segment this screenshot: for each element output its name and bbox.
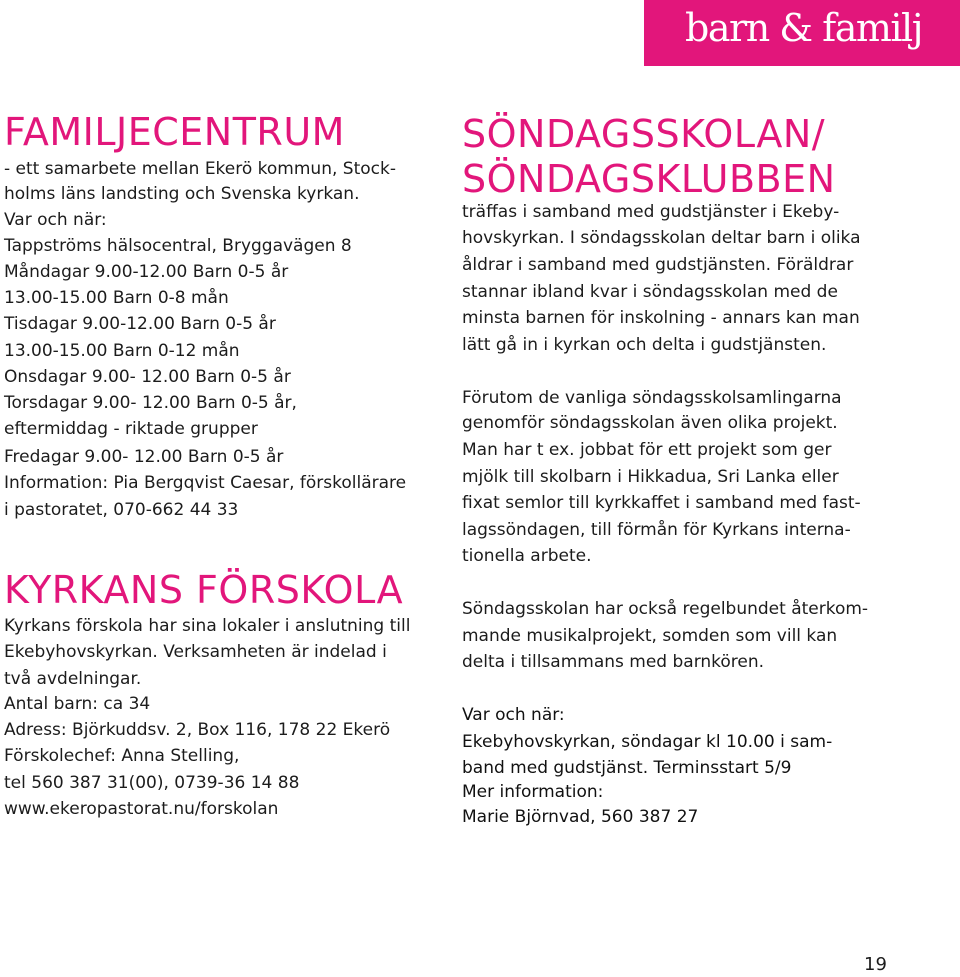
text-line: eftermiddag - riktade grupper — [4, 419, 258, 439]
text-line: Mer information: — [462, 782, 604, 802]
text-line: Måndagar 9.00-12.00 Barn 0-5 år — [4, 262, 289, 282]
page-number: 19 — [864, 954, 887, 975]
text-line: Tappströms hälsocentral, Bryggavägen 8 — [4, 236, 352, 256]
text-line: Ekebyhovskyrkan. Verksamheten är indelad i — [4, 642, 387, 662]
text-line: lätt gå in i kyrkan och delta i gudstjänsten. — [462, 335, 827, 355]
text-line: Var och när: — [4, 210, 107, 230]
text-line: Kyrkans förskola har sina lokaler i anslutning till — [4, 616, 411, 636]
text-line: fixat semlor till kyrkkaffet i samband med fast- — [462, 493, 861, 513]
right-column — [462, 0, 954, 976]
sondagsskolan-heading-line2: SÖNDAGSKLUBBEN — [462, 157, 836, 201]
left-column — [4, 0, 444, 976]
text-line: 13.00-15.00 Barn 0-8 mån — [4, 288, 229, 308]
text-line: - ett samarbete mellan Ekerö kommun, Stock- — [4, 159, 396, 179]
text-line: genomför söndagsskolan även olika projekt. — [462, 413, 838, 433]
text-line: Söndagsskolan har också regelbundet återkom- — [462, 599, 869, 619]
text-line: mjölk till skolbarn i Hikkadua, Sri Lanka eller — [462, 467, 839, 487]
text-line: Var och när: — [462, 705, 565, 725]
text-line: lagssöndagen, till förmån för Kyrkans interna- — [462, 520, 851, 540]
text-line: stannar ibland kvar i söndagsskolan med de — [462, 282, 838, 302]
forskola-heading: KYRKANS FÖRSKOLA — [4, 568, 404, 612]
text-line: åldrar i samband med gudstjänsten. Föräldrar — [462, 255, 854, 275]
text-line: Tisdagar 9.00-12.00 Barn 0-5 år — [4, 314, 276, 334]
text-line: Förutom de vanliga söndagsskolsamlingarna — [462, 388, 842, 408]
familjecentrum-heading: FAMILJECENTRUM — [4, 110, 345, 154]
text-line: Ekebyhovskyrkan, söndagar kl 10.00 i sam- — [462, 732, 833, 752]
text-line: mande musikalprojekt, somden som vill kan — [462, 626, 838, 646]
text-line: 13.00-15.00 Barn 0-12 mån — [4, 341, 240, 361]
sondagsskolan-heading-line1: SÖNDAGSSKOLAN/ — [462, 112, 826, 156]
website-link[interactable]: www.ekeropastorat.nu/forskolan — [4, 799, 279, 819]
text-line: träffas i samband med gudstjänster i Ekeby- — [462, 202, 840, 222]
text-line: Information: Pia Bergqvist Caesar, förskollärare — [4, 473, 407, 493]
text-line: hovskyrkan. I söndagsskolan deltar barn i olika — [462, 228, 861, 248]
text-line: delta i tillsammans med barnkören. — [462, 652, 765, 672]
section-title: barn & familj — [685, 6, 922, 50]
text-line: band med gudstjänst. Terminsstart 5/9 — [462, 758, 792, 778]
text-line: två avdelningar. — [4, 669, 142, 689]
text-line: minsta barnen för inskolning - annars kan man — [462, 308, 860, 328]
text-line: tel 560 387 31(00), 0739-36 14 88 — [4, 773, 300, 793]
text-line: Adress: Björkuddsv. 2, Box 116, 178 22 Ekerö — [4, 720, 391, 740]
text-line: Fredagar 9.00- 12.00 Barn 0-5 år — [4, 447, 284, 467]
text-line: holms läns landsting och Svenska kyrkan. — [4, 184, 360, 204]
text-line: Antal barn: ca 34 — [4, 694, 151, 714]
text-line: tionella arbete. — [462, 546, 592, 566]
text-line: Marie Björnvad, 560 387 27 — [462, 807, 699, 827]
text-line: i pastoratet, 070-662 44 33 — [4, 500, 239, 520]
text-line: Onsdagar 9.00- 12.00 Barn 0-5 år — [4, 367, 291, 387]
text-line: Förskolechef: Anna Stelling, — [4, 746, 240, 766]
text-line: Torsdagar 9.00- 12.00 Barn 0-5 år, — [4, 393, 297, 413]
text-line: Man har t ex. jobbat för ett projekt som ger — [462, 440, 832, 460]
